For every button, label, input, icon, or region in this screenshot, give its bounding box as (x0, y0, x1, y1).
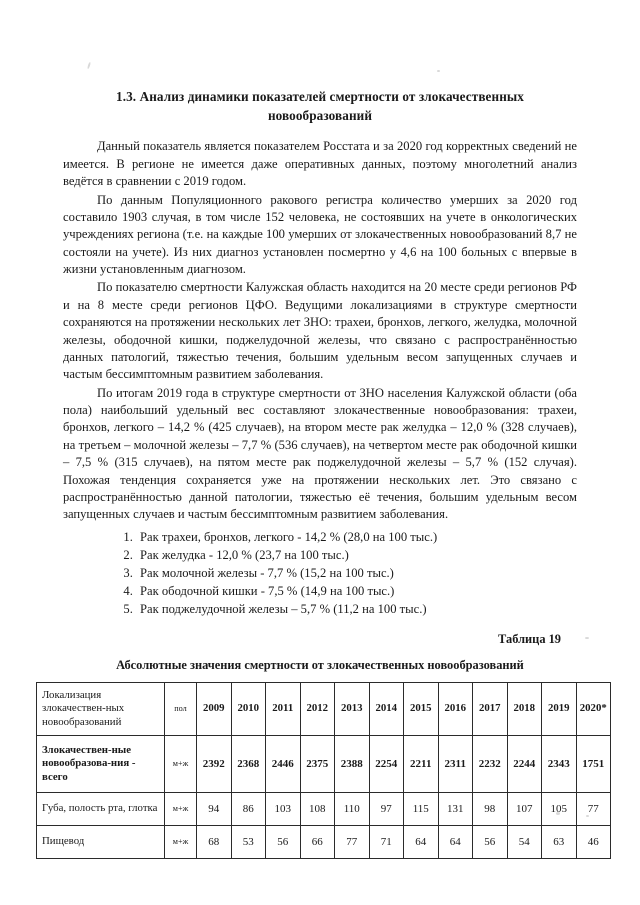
column-header-year: 2009 (197, 683, 232, 736)
table-header-row (37, 683, 611, 736)
column-header-year: 2019 (542, 683, 577, 736)
table-cell: 77 (335, 826, 370, 859)
column-header-sex: пол (165, 683, 197, 736)
paragraph-4: По итогам 2019 года в структуре смертности от ЗНО населения Калужской области (оба пола) наибольший удельный вес составляют злокачественные новообразования: трахеи, бронхов, легкого – 14,2 % (425 случаев), на втором месте рак желудка – 12,0 % (328 случаев), на третьем – молочной железы – 7,7 % (536 случаев), на четвертом месте рак ободочной кишки – 7,5 % (315 случаев), на пятом месте рак поджелудочной железы – 5,7 % (152 случая). Похожая тенденция сохраняется уже на протяжении нескольких лет. Это связано с распространённостью данной патологии, тяжестью её течения, большим удельным весом запущенных случаев и частым бессимптомным развитием заболевания. (63, 385, 577, 522)
table-cell: 105 (542, 793, 577, 826)
table-cell: 77 (576, 793, 611, 826)
table-cell: 2446 (266, 736, 301, 793)
row-label: Злокачествен-ные новообразова-ния - всего (37, 736, 165, 793)
table-cell: 2211 (404, 736, 439, 793)
table-cell: 2244 (507, 736, 542, 793)
table-cell: 115 (404, 793, 439, 826)
table-cell: 68 (197, 826, 232, 859)
table-row (37, 793, 611, 826)
table-cell: 2254 (369, 736, 404, 793)
paragraph-1: Данный показатель является показателем Росстата и за 2020 год корректных сведений не имеется. В регионе не имеется даже оперативных данных, поэтому многолетний анализ ведётся в сравнении с 2019 годом. (63, 139, 577, 189)
column-header-year: 2011 (266, 683, 301, 736)
table-cell: 64 (438, 826, 473, 859)
table-cell: 97 (369, 793, 404, 826)
scan-speck (87, 62, 91, 69)
paragraph-2: По данным Популяционного ракового регистра количество умерших за 2020 год составило 1903 случая, в том числе 152 человека, не состоявших на учете в онкологических учреждениях региона (т.е. на каждые 100 умерших от злокачественных новообразований 8,7 не состояли на учете). Из них диагноз установлен посмертно у 4,6 на 100 больных с впервые в жизни установленным диагнозом. (63, 192, 577, 277)
row-sex: м+ж (165, 826, 197, 859)
table-cell: 86 (231, 793, 266, 826)
table-cell: 64 (404, 826, 439, 859)
table-caption: Абсолютные значения смертности от злокачественных новообразований (116, 658, 524, 673)
table-cell: 2388 (335, 736, 370, 793)
table-cell: 131 (438, 793, 473, 826)
table-number: Таблица 19 (498, 632, 561, 647)
list-item: 2. Рак желудка - 12,0 % (23,7 на 100 тыс.) (136, 546, 577, 564)
scan-speck (585, 637, 589, 639)
table-cell: 46 (576, 826, 611, 859)
mortality-table (36, 682, 611, 859)
table-cell: 2392 (197, 736, 232, 793)
table-cell: 63 (542, 826, 577, 859)
row-sex: м+ж (165, 793, 197, 826)
column-header-localization: Локализация злокачествен-ных новообразований (37, 683, 165, 736)
table-cell: 103 (266, 793, 301, 826)
column-header-year: 2016 (438, 683, 473, 736)
table-cell: 2311 (438, 736, 473, 793)
list-item: 4. Рак ободочной кишки - 7,5 % (14,9 на 100 тыс.) (136, 582, 577, 600)
scan-speck (437, 70, 440, 72)
document-body (42, 88, 607, 859)
column-header-year: 2017 (473, 683, 508, 736)
row-sex: м+ж (165, 736, 197, 793)
column-header-year: 2013 (335, 683, 370, 736)
column-header-year: 2014 (369, 683, 404, 736)
table-cell: 2343 (542, 736, 577, 793)
column-header-year: 2012 (300, 683, 335, 736)
table-cell: 94 (197, 793, 232, 826)
table-cell: 71 (369, 826, 404, 859)
table-row (37, 736, 611, 793)
table-cell: 107 (507, 793, 542, 826)
column-header-year: 2010 (231, 683, 266, 736)
list-item: 1. Рак трахеи, бронхов, легкого - 14,2 % (28,0 на 100 тыс.) (136, 528, 577, 546)
paragraph-3: По показателю смертности Калужская область находится на 20 месте среди регионов РФ и на 8 месте среди регионов ЦФО. Ведущими локализациями в структуре смертности сохраняются на протяжении нескольких лет ЗНО: трахеи, бронхов, легкого, желудка, молочной железы, ободочной кишки, поджелудочной железы, что связано с распространённостью данных патологий, тяжестью течения, большим удельным весом запущенных случаев и частым бессимптомным развитием заболевания. (63, 280, 577, 382)
table-cell: 56 (473, 826, 508, 859)
column-header-year: 2020* (576, 683, 611, 736)
table-cell: 2232 (473, 736, 508, 793)
row-label: Пищевод (37, 826, 165, 859)
table-cell: 1751 (576, 736, 611, 793)
table-cell: 2368 (231, 736, 266, 793)
column-header-year: 2018 (507, 683, 542, 736)
table-row (37, 826, 611, 859)
row-label: Губа, полость рта, глотка (37, 793, 165, 826)
page-title: 1.3. Анализ динамики показателей смертности от злокачественных новообразований (116, 89, 524, 123)
table-cell: 98 (473, 793, 508, 826)
ranked-cause-list (63, 528, 577, 619)
column-header-year: 2015 (404, 683, 439, 736)
table-cell: 2375 (300, 736, 335, 793)
table-cell: 54 (507, 826, 542, 859)
list-item: 3. Рак молочной железы - 7,7 % (15,2 на 100 тыс.) (136, 564, 577, 582)
table-cell: 53 (231, 826, 266, 859)
table-cell: 110 (335, 793, 370, 826)
table-cell: 108 (300, 793, 335, 826)
table-cell: 56 (266, 826, 301, 859)
table-cell: 66 (300, 826, 335, 859)
list-item: 5. Рак поджелудочной железы – 5,7 % (11,2 на 100 тыс.) (136, 600, 577, 618)
